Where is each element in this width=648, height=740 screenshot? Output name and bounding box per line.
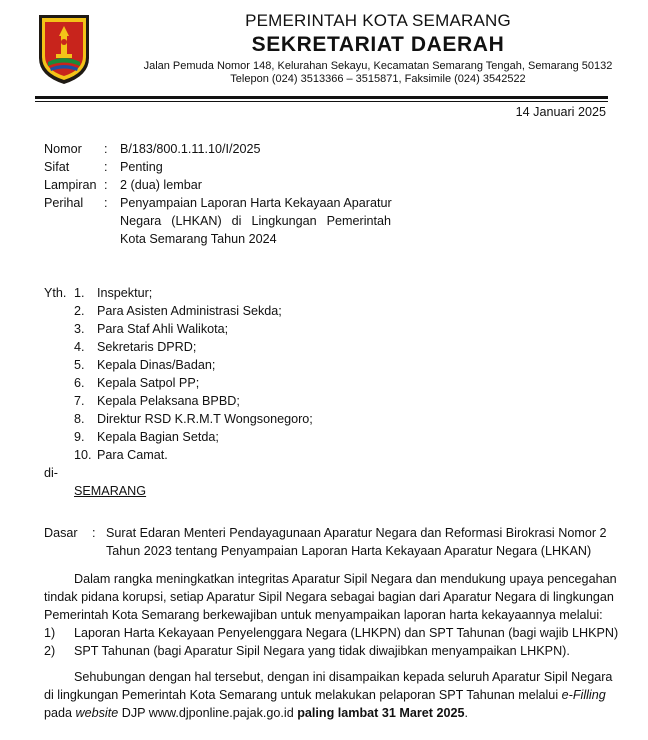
recipient-number: 6. <box>74 376 85 390</box>
report-list-item: SPT Tahunan (bagi Aparatur Sipil Negara yang tidak diwajibkan menyampaikan LHKPN). <box>74 644 570 658</box>
letterhead-thick-rule <box>35 96 608 99</box>
recipient-number: 8. <box>74 412 85 426</box>
sentence-end: . <box>464 706 468 720</box>
body-paragraph1-line1: Dalam rangka meningkatkan integritas Aparatur Sipil Negara dan mendukung upaya pencegahan <box>74 572 617 586</box>
letter-date: 14 Januari 2025 <box>515 105 606 119</box>
report-list-number: 2) <box>44 644 56 658</box>
efilling-term: e-Filling <box>561 688 606 702</box>
recipient-number: 2. <box>74 304 85 318</box>
recipient-number: 5. <box>74 358 85 372</box>
body-paragraph2-line2-text: di lingkungan Pemerintah Kota Semarang untuk melakukan pelaporan SPT Tahunan melalui <box>44 688 562 702</box>
body-paragraph2-line3-prefix: pada <box>44 706 76 720</box>
recipients-di: di- <box>44 466 58 480</box>
letterhead-contact: Telepon (024) 3513366 – 3515871, Faksimile (024) 3542522 <box>230 73 526 85</box>
recipient-number: 7. <box>74 394 85 408</box>
meta-value-perihal-line1: Penyampaian Laporan Harta Kekayaan Aparatur <box>120 196 392 210</box>
meta-value-sifat: Penting <box>120 160 163 174</box>
meta-colon: : <box>104 142 108 156</box>
body-paragraph2-line3 <box>44 704 468 722</box>
body-paragraph1-line3: Pemerintah Kota Semarang berkewajiban untuk menyampaikan laporan harta kekayaannya melalui: <box>44 608 603 622</box>
meta-label-perihal: Perihal <box>44 196 84 210</box>
report-list-number: 1) <box>44 626 56 640</box>
report-list-item: Laporan Harta Kekayaan Penyelenggara Negara (LHKPN) dan SPT Tahunan (bagi wajib LHKPN) <box>74 626 619 640</box>
recipient-name: Para Asisten Administrasi Sekda; <box>97 304 282 318</box>
deadline-text: paling lambat 31 Maret 2025 <box>297 706 465 720</box>
letterhead-address: Jalan Pemuda Nomor 148, Kelurahan Sekayu, Kecamatan Semarang Tengah, Semarang 50132 <box>143 60 613 72</box>
dasar-label: Dasar <box>44 526 78 540</box>
meta-value-perihal-line3: Kota Semarang Tahun 2024 <box>120 232 277 246</box>
letterhead-office: SEKRETARIAT DAERAH <box>251 33 505 56</box>
body-paragraph2-line2 <box>44 686 606 704</box>
letterhead-government: PEMERINTAH KOTA SEMARANG <box>245 11 511 30</box>
meta-label-lampiran: Lampiran <box>44 178 97 192</box>
recipient-number: 4. <box>74 340 85 354</box>
body-paragraph1-line2: tindak pidana korupsi, setiap Aparatur Sipil Negara sebagai bagian dari Aparatur Negara di lingkungan <box>44 590 614 604</box>
meta-value-nomor: B/183/800.1.11.10/I/2025 <box>120 142 261 156</box>
recipient-number: 9. <box>74 430 85 444</box>
dasar-colon: : <box>92 526 96 540</box>
recipient-number: 3. <box>74 322 85 336</box>
recipient-name: Kepala Satpol PP; <box>97 376 200 390</box>
meta-colon: : <box>104 160 108 174</box>
recipients-place: SEMARANG <box>74 484 147 498</box>
recipient-name: Direktur RSD K.R.M.T Wongsonegoro; <box>97 412 313 426</box>
body-paragraph2-line1: Sehubungan dengan hal tersebut, dengan ini disampaikan kepada seluruh Aparatur Sipil Negara <box>74 670 613 684</box>
recipient-number: 10. <box>74 448 92 462</box>
recipients-salutation: Yth. <box>44 286 67 300</box>
recipient-name: Kepala Pelaksana BPBD; <box>97 394 240 408</box>
meta-label-sifat: Sifat <box>44 160 70 174</box>
meta-colon: : <box>104 178 108 192</box>
letterhead-thin-rule <box>35 101 608 102</box>
dasar-text-line1: Surat Edaran Menteri Pendayagunaan Aparatur Negara dan Reformasi Birokrasi Nomor 2 <box>106 526 607 540</box>
recipient-name: Para Camat. <box>97 448 168 462</box>
recipient-name: Sekretaris DPRD; <box>97 340 197 354</box>
dasar-text-line2: Tahun 2023 tentang Penyampaian Laporan Harta Kekayaan Aparatur Negara (LHKAN) <box>106 544 592 558</box>
website-term: website <box>75 706 119 720</box>
recipient-name: Inspektur; <box>97 286 153 300</box>
recipient-number: 1. <box>74 286 85 300</box>
recipient-name: Kepala Bagian Setda; <box>97 430 219 444</box>
djp-url-text: DJP www.djponline.pajak.go.id <box>118 706 298 720</box>
meta-label-nomor: Nomor <box>44 142 82 156</box>
meta-colon: : <box>104 196 108 210</box>
recipient-name: Para Staf Ahli Walikota; <box>97 322 229 336</box>
meta-value-lampiran: 2 (dua) lembar <box>120 178 202 192</box>
meta-value-perihal-line2: Negara (LHKAN) di Lingkungan Pemerintah <box>120 214 391 228</box>
recipient-name: Kepala Dinas/Badan; <box>97 358 216 372</box>
